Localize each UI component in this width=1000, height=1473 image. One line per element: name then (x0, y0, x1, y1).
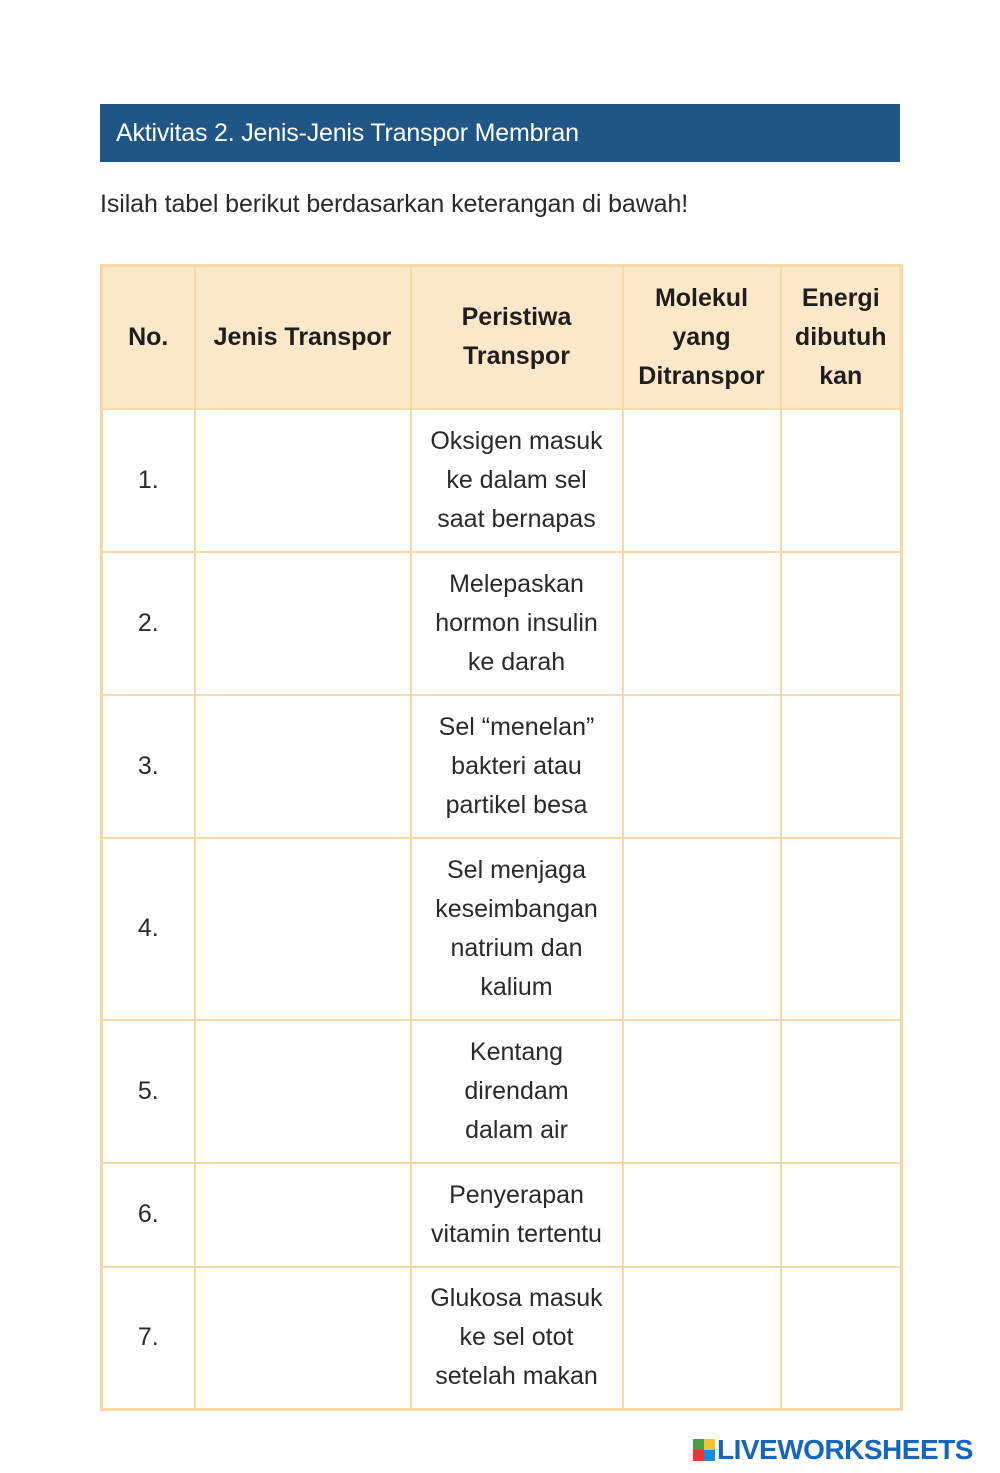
cell-no: 4. (102, 838, 195, 1020)
cell-peristiwa: Melepaskan hormon insulin ke darah (411, 552, 623, 695)
header-energi-dibutuhkan: Energi dibutuh kan (781, 266, 902, 409)
cell-no: 7. (102, 1267, 195, 1410)
instruction-text: Isilah tabel berikut berdasarkan keterangan di bawah! (100, 190, 689, 218)
table-row (102, 1267, 902, 1410)
cell-peristiwa: Penyerapan vitamin tertentu (411, 1163, 623, 1267)
cell-peristiwa: Sel “menelan” bakteri atau partikel besa (411, 695, 623, 838)
answer-jenis-cell[interactable] (195, 1267, 411, 1410)
answer-energi-cell[interactable] (781, 552, 902, 695)
answer-energi-cell[interactable] (781, 409, 902, 552)
answer-jenis-cell[interactable] (195, 552, 411, 695)
cell-peristiwa: Sel menjaga keseimbangan natrium dan kalium (411, 838, 623, 1020)
table-row (102, 838, 902, 1020)
answer-energi-cell[interactable] (781, 838, 902, 1020)
transport-table (100, 264, 903, 1411)
cell-peristiwa: Oksigen masuk ke dalam sel saat bernapas (411, 409, 623, 552)
table-row (102, 409, 902, 552)
cell-no: 5. (102, 1020, 195, 1163)
answer-molekul-cell[interactable] (623, 552, 781, 695)
header-jenis-transpor: Jenis Transpor (195, 266, 411, 409)
header-peristiwa-transpor: Peristiwa Transpor (411, 266, 623, 409)
answer-energi-cell[interactable] (781, 695, 902, 838)
liveworksheets-logo-icon (693, 1439, 715, 1461)
table-row (102, 695, 902, 838)
cell-peristiwa: Kentang direndam dalam air (411, 1020, 623, 1163)
table-header-row (102, 266, 902, 409)
watermark-text: LIVEWORKSHEETS (717, 1434, 973, 1465)
answer-energi-cell[interactable] (781, 1020, 902, 1163)
answer-energi-cell[interactable] (781, 1267, 902, 1410)
header-no: No. (102, 266, 195, 409)
answer-jenis-cell[interactable] (195, 409, 411, 552)
activity-title: Aktivitas 2. Jenis-Jenis Transpor Membran (116, 118, 579, 147)
answer-energi-cell[interactable] (781, 1163, 902, 1267)
table-row (102, 1020, 902, 1163)
liveworksheets-watermark (693, 1434, 973, 1466)
answer-jenis-cell[interactable] (195, 1020, 411, 1163)
header-molekul-ditranspor: Molekul yang Ditranspor (623, 266, 781, 409)
answer-jenis-cell[interactable] (195, 838, 411, 1020)
table-row (102, 552, 902, 695)
answer-molekul-cell[interactable] (623, 409, 781, 552)
answer-molekul-cell[interactable] (623, 1020, 781, 1163)
cell-no: 3. (102, 695, 195, 838)
cell-peristiwa: Glukosa masuk ke sel otot setelah makan (411, 1267, 623, 1410)
answer-jenis-cell[interactable] (195, 1163, 411, 1267)
answer-molekul-cell[interactable] (623, 1163, 781, 1267)
answer-jenis-cell[interactable] (195, 695, 411, 838)
answer-molekul-cell[interactable] (623, 1267, 781, 1410)
cell-no: 2. (102, 552, 195, 695)
cell-no: 1. (102, 409, 195, 552)
answer-molekul-cell[interactable] (623, 838, 781, 1020)
cell-no: 6. (102, 1163, 195, 1267)
table-row (102, 1163, 902, 1267)
activity-title-bar (100, 104, 900, 162)
answer-molekul-cell[interactable] (623, 695, 781, 838)
